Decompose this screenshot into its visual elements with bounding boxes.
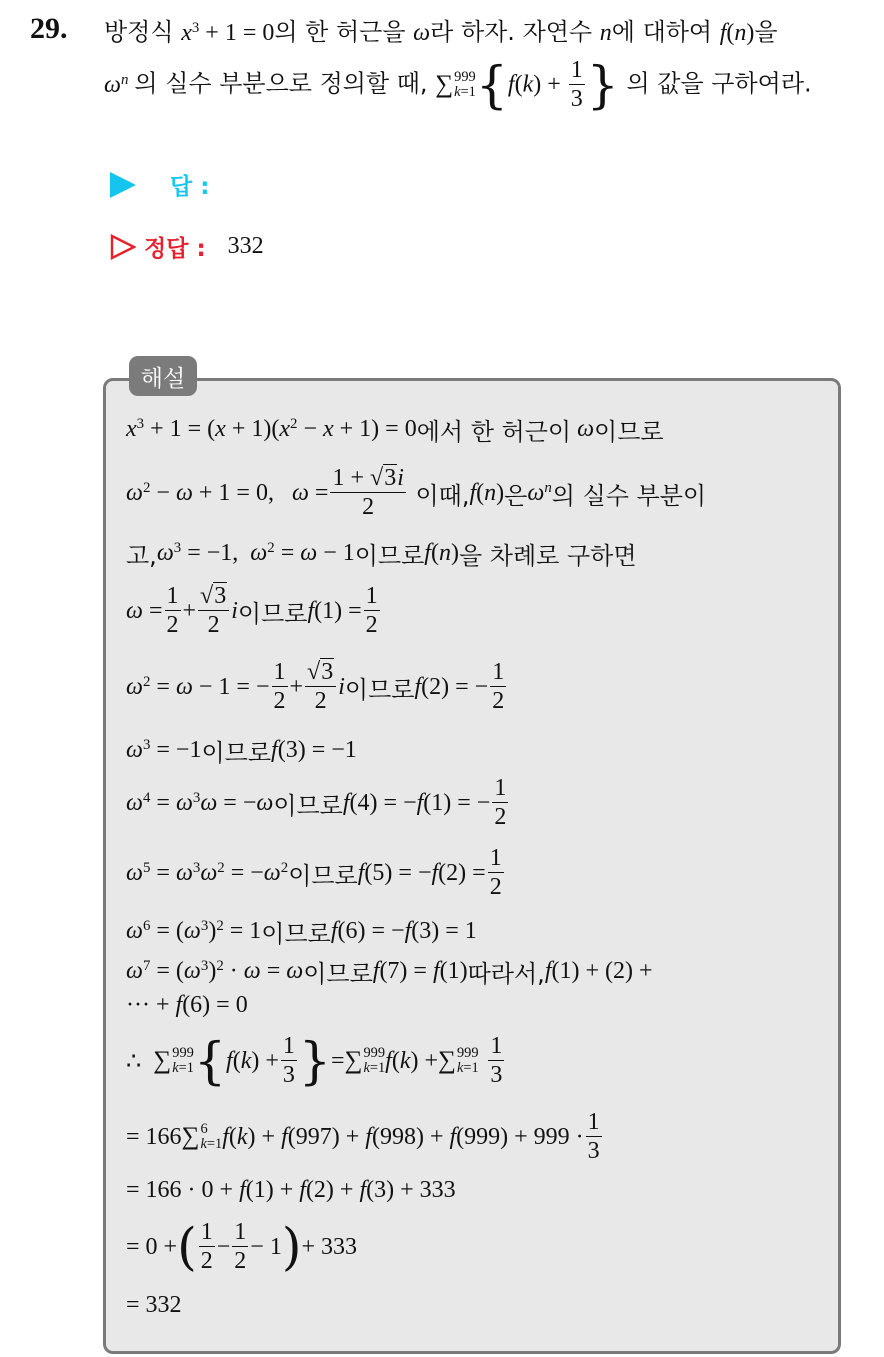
solution-line-5: $\omega^2 = \omega - 1$ = − $\frac{1}{2}$ + $\frac{√3}{2}$ i 이므로 f(2) = − $\frac{1}{2}$ bbox=[126, 659, 505, 715]
question-number: 29. bbox=[30, 12, 68, 45]
answer-label: 답 : bbox=[170, 174, 210, 200]
solution-line-11: ··· + f(6) = 0 bbox=[126, 992, 248, 1018]
solution-line-14: = 166 · 0 + f(1) + f(2) + f(3) + 333 bbox=[126, 1177, 456, 1203]
solution-line-9: $\omega^6 = (\omega^3)^2 = 1$ 이므로 f(6) = −f(3) = 1 bbox=[126, 917, 477, 948]
outline-triangle-icon bbox=[110, 234, 136, 260]
solution-line-13: = 166 ∑ 6 k=1 f(k) + f(997) + f(998) + f(999) + 999 · $\frac{1}{3}$ bbox=[126, 1109, 600, 1165]
solution-line-15: = 0 + ( $\frac{1}{2}$ − $\frac{1}{2}$ − 1 ) + 333 bbox=[126, 1217, 358, 1277]
correct-answer-label: 정답 : bbox=[144, 236, 206, 262]
answer-row bbox=[110, 168, 209, 201]
solution-line-16: = 332 bbox=[126, 1292, 182, 1318]
solution-line-12: ∴ ∑ 999 k=1 { f(k) + $\frac{1}{3}$ } = ∑ 999 k=1 f(k) + ∑ 999 k=1 $\frac{1}{3}$ bbox=[126, 1031, 503, 1091]
question-line-2: $\omega^n$ 의 실수 부분으로 정의할 때, ∑ 999 k=1 {f(k) + $\frac{1}{3}$ } 의 값을 구하여라. bbox=[104, 55, 812, 115]
solution-line-7: $\omega^4 = \omega^3\omega = -\omega$ 이므로 f(4) = −f(1) = − $\frac{1}{2}$ bbox=[126, 775, 507, 831]
solution-line-6: $\omega^3 = -1$ 이므로 f(3) = −1 bbox=[126, 736, 357, 767]
solution-line-4: ω = $\frac{1}{2}$ + $\frac{√3}{2}$ i 이므로 f(1) = $\frac{1}{2}$ bbox=[126, 583, 378, 639]
correct-answer-value: 332 bbox=[227, 233, 264, 259]
solution-line-10: $\omega^7 = (\omega^3)^2 \cdot \omega = \omega$ 이므로 f(7) = f(1) 따라서, f(1) + (2) + bbox=[126, 957, 653, 988]
solution-tag: 해설 bbox=[129, 356, 197, 396]
solution-line-8: $\omega^5 = \omega^3\omega^2 = -\omega^2$ 이므로 f(5) = −f(2) = $\frac{1}{2}$ bbox=[126, 845, 502, 901]
filled-triangle-icon bbox=[110, 172, 136, 198]
solution-line-3: 고, $\omega^3 = -1$, $\omega^2 = \omega - 1$ 이므로 f(n) 을 차례로 구하면 bbox=[126, 539, 637, 570]
equation: $x^3 + 1 = 0$ bbox=[181, 19, 275, 46]
correct-answer-row bbox=[110, 230, 264, 263]
solution-line-2: $\omega^2 - \omega + 1 = 0$, ω = $\frac{1 + √3i}{2}$ 이때, f(n) 은 $\omega^n$ 의 실수 부분이 bbox=[126, 465, 707, 521]
solution-line-1: $x^3 + 1 = (x + 1)(x^2 - x + 1) = 0$ 에서 한 허근이 ω 이므로 bbox=[126, 415, 664, 446]
sum-expression: ∑ 999 k=1 bbox=[435, 69, 476, 101]
question-line-1: 방정식 $x^3 + 1 = 0$의 한 허근을 ω라 하자. 자연수 n에 대하여 f(n)을 bbox=[104, 18, 778, 46]
